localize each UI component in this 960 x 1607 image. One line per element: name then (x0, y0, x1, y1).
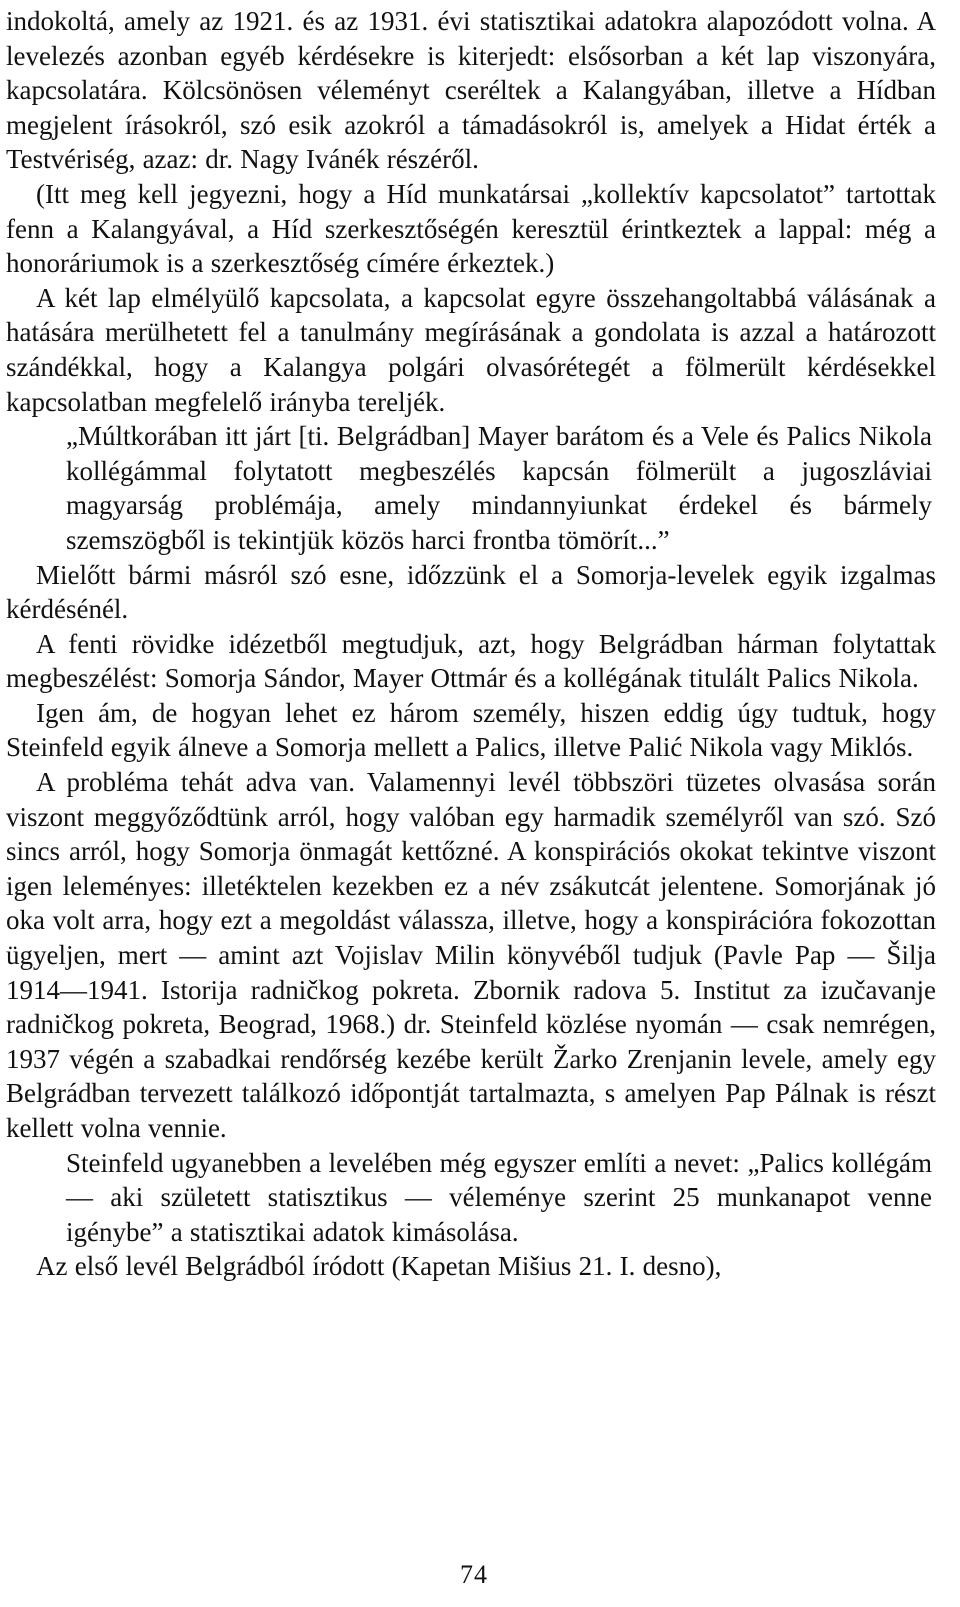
paragraph-first-letter: Az első levél Belgrádból íródott (Kapetan Mišius 21. I. desno), (36, 1251, 722, 1282)
paragraph-pause: Mielőtt bármi másról szó esne, időzzünk el a Somorja-levelek egyik izgalmas kérdésénél. (6, 559, 936, 625)
paragraph-continuation: indokoltá, amely az 1921. és az 1931. évi statisztikai adatokra alapozódott volna. A levelezés azonban egyéb kérdésekre is kiterjedt: elsősorban a két lap viszonyára, kapcsolatára. Kölcsönösen véleményt cseréltek a Kalangyában, illetve a Hídban megjelent írásokról, szó esik azokról a támadásokról is, amelyek a Hidat érték a Testvériség, azaz: dr. Nagy Ivánék részéről. (6, 6, 936, 175)
paragraph-quote-analysis: A fenti rövidke idézetből megtudjuk, azt, hogy Belgrádban hárman folytattak megbeszélést: Somorja Sándor, Mayer Ottmár és a kollégának titulált Palics Nikola. (6, 628, 936, 694)
paragraph-statistician: Steinfeld ugyanebben a levelében még egyszer említi a nevet: „Palics kollégám — aki született statisztikus — véleménye szerint 25 munkanapot venne igénybe” a statisztikai adatok kimásolása. (66, 1147, 932, 1247)
page-number: 74 (460, 1560, 488, 1589)
paragraph-question: Igen ám, de hogyan lehet ez három személy, hiszen eddig úgy tudtuk, hogy Steinfeld egyik álneve a Somorja mellett a Palics, illetve Palić Nikola vagy Miklós. (6, 697, 936, 763)
document-page (6, 4, 936, 1284)
paragraph-quote: „Múltkorában itt járt [ti. Belgrádban] Mayer barátom és a Vele és Palics Nikola kollégámmal folytatott megbeszélés kapcsán fölmerült a jugoszláviai magyarság problémája, amely mindannyiunkat érdekel és bármely szemszögből is tekintjük közös harci frontba tömörít...” (66, 421, 932, 555)
paragraph-parenthetical: (Itt meg kell jegyezni, hogy a Híd munkatársai „kollektív kapcsolatot” tartottak fenn a Kalangyával, a Híd szerkesztőségén keresztül érintkeztek a lappal: még a honoráriumok is a szerkesztőség címére érkeztek.) (6, 178, 936, 279)
paragraph-relationship: A két lap elmélyülő kapcsolata, a kapcsolat egyre összehangoltabbá válásának a hatására merülhetett fel a tanulmány megírásának a gondolata is azzal a határozott szándékkal, hogy a Kalangya polgári olvasórétegét a fölmerült kérdésekkel kapcsolatban megfelelő irányba tereljék. (6, 282, 936, 417)
paragraph-problem: A probléma tehát adva van. Valamennyi levél többszöri tüzetes olvasása során viszont meggyőződtünk arról, hogy valóban egy harmadik személyről van szó. Szó sincs arról, hogy Somorja önmagát kettőzné. A konspirációs okokat tekintve viszont igen leleményes: illetéktelen kezekben ez a név zsákutcát jelentene. Somorjának jó oka volt arra, hogy ezt a megoldást válassza, illetve, hogy a konspirációra fokozottan ügyeljen, mert — amint azt Vojislav Milin könyvéből tudjuk (Pavle Pap — Šilja 1914—1941. Istorija radničkog pokreta. Zbornik radova 5. Institut za izučavanje radničkog pokreta, Beograd, 1968.) dr. Steinfeld közlése nyomán — csak nemrégen, 1937 végén a szabadkai rendőrség kezébe került Žarko Zrenjanin levele, amely egy Belgrádban tervezett találkozó időpontját tartalmazta, s amelyen Pap Pálnak is részt kellett volna vennie. (6, 767, 936, 1143)
